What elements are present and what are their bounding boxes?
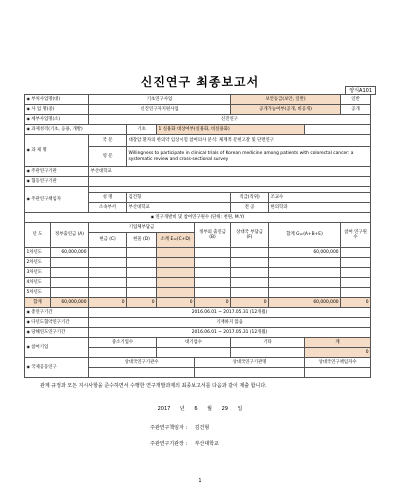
budget-header: ◉ 연구개발비 및 참여연구원수 (단위: 천원, M.Y) bbox=[25, 213, 371, 223]
total-cell: 60,000,000 bbox=[269, 248, 341, 258]
date-day-unit: 일 bbox=[237, 406, 243, 412]
kind-col-label: 현물 (D) bbox=[127, 233, 157, 248]
affil-value: 부산대학교 bbox=[127, 203, 231, 213]
inst-signature-line bbox=[150, 440, 219, 447]
intl-name-value bbox=[195, 368, 305, 378]
position-label: 직급(직위) bbox=[231, 193, 269, 203]
other-cell bbox=[195, 268, 231, 278]
multi-period-row bbox=[25, 318, 371, 328]
host-row bbox=[25, 167, 371, 177]
public-label: 공개가능여부(공개, 비공개) bbox=[231, 105, 341, 115]
security-value: 일반 bbox=[341, 95, 371, 105]
project-value: 신진연구자지원사업 bbox=[89, 105, 231, 115]
kind-cell bbox=[127, 278, 157, 288]
intl-label: ◉ 국제공동연구 bbox=[25, 358, 89, 378]
dept-row bbox=[25, 95, 371, 105]
pi-signature-label: 주관연구책임자 : bbox=[150, 425, 188, 431]
gov-cell: 60,000,000 bbox=[51, 248, 89, 258]
cash-cell bbox=[89, 248, 127, 258]
date-month: 6 bbox=[194, 406, 198, 412]
intl-pi-value bbox=[305, 368, 371, 378]
other-cell bbox=[195, 248, 231, 258]
english-label: 영 문 bbox=[89, 147, 127, 167]
total-cell bbox=[269, 258, 341, 268]
coop-value bbox=[89, 177, 371, 187]
budget-head-1 bbox=[25, 223, 371, 233]
partner-cell bbox=[231, 268, 269, 278]
total-period-value: 2016.06.01 ~ 2017.05.31 (12개월) bbox=[89, 308, 371, 318]
other-value bbox=[231, 348, 305, 358]
intl-count-label: 상대국연구기관수 bbox=[89, 358, 195, 368]
gov-cell bbox=[51, 288, 89, 298]
inst-signature-value: 부산대학교 bbox=[194, 441, 219, 447]
affil-label: 소속부서 bbox=[89, 203, 127, 213]
type-row bbox=[25, 125, 371, 135]
sum-kind: 0 bbox=[127, 298, 157, 308]
year-cell: 1차년도 bbox=[25, 248, 51, 258]
coop-row bbox=[25, 177, 371, 187]
gov-cell bbox=[51, 268, 89, 278]
kind-cell bbox=[127, 258, 157, 268]
year-cell: 2차년도 bbox=[25, 258, 51, 268]
other-gov-col-label: 정부외 출연금 (B) bbox=[195, 223, 231, 248]
korean-label: 국 문 bbox=[89, 135, 127, 147]
budget-row-5 bbox=[25, 288, 371, 298]
position-value: 조교수 bbox=[269, 193, 371, 203]
this-period-value: 2016.06.01 ~ 2017.05.31 (12개월) bbox=[89, 328, 371, 338]
staff-col-label: 참여 연구원수 bbox=[341, 223, 371, 248]
total-col-label: 합계 G=(A+B+E) bbox=[269, 223, 341, 248]
submission-date bbox=[0, 405, 400, 412]
name-label: 성 명 bbox=[89, 193, 127, 203]
participants-head-row bbox=[25, 338, 371, 348]
other-cell bbox=[195, 278, 231, 288]
cash-cell bbox=[89, 278, 127, 288]
host-label: ◉ 주관연구기관 bbox=[25, 167, 89, 177]
kind-cell bbox=[127, 288, 157, 298]
total-period-label: ◉ 총연구기간 bbox=[25, 308, 89, 318]
budget-sum-row bbox=[25, 298, 371, 308]
budget-header-row bbox=[25, 213, 371, 223]
participants-label: ◉ 참여기업 bbox=[25, 338, 89, 358]
subtotal-cell bbox=[157, 288, 195, 298]
staff-cell bbox=[341, 268, 371, 278]
cash-cell bbox=[89, 288, 127, 298]
budget-row-2 bbox=[25, 258, 371, 268]
corp-col-label: 기업체부담금 bbox=[89, 223, 195, 233]
date-year: 2017 bbox=[157, 406, 171, 412]
subtotal-cell bbox=[157, 248, 195, 258]
subproject-row bbox=[25, 115, 371, 125]
sum-gov: 60,000,000 bbox=[51, 298, 89, 308]
gov-cell bbox=[51, 278, 89, 288]
coop-label: ◉ 협동연구기관 bbox=[25, 177, 89, 187]
date-month-unit: 월 bbox=[207, 406, 212, 412]
sme-label: 중소기업수 bbox=[89, 338, 157, 348]
total-period-row bbox=[25, 308, 371, 318]
multi-period-label: ◉ 다년도협약연구기간 bbox=[25, 318, 89, 328]
total-cell bbox=[269, 288, 341, 298]
major-value: 한의학과 bbox=[269, 203, 371, 213]
kind-cell bbox=[127, 248, 157, 258]
subtotal-cell bbox=[157, 278, 195, 288]
dept-label: ◉ 부처사업명(대) bbox=[25, 95, 89, 105]
pi-signature-value: 김건형 bbox=[194, 425, 210, 431]
sum-subtotal: 0 bbox=[157, 298, 195, 308]
other-label: 기타 bbox=[231, 338, 305, 348]
korean-title-row bbox=[25, 135, 371, 147]
type-label: ◉ 과제성격(기초, 응용, 개발) bbox=[25, 125, 127, 135]
project-row bbox=[25, 105, 371, 115]
task-label: ◉ 과 제 명 bbox=[25, 135, 89, 167]
date-day: 29 bbox=[221, 406, 228, 412]
total-label: 계 bbox=[305, 338, 371, 348]
staff-cell bbox=[341, 248, 371, 258]
english-title: Willingness to participate in clinical trials of Korean medicine among patients with colorectal cancer: a systematic review and cross-sectional survey bbox=[127, 147, 371, 167]
cash-cell bbox=[89, 258, 127, 268]
staff-cell bbox=[341, 258, 371, 268]
subject-value bbox=[305, 125, 371, 135]
security-label: 보안등급(보안, 일반) bbox=[231, 95, 341, 105]
partner-cell bbox=[231, 278, 269, 288]
inst-signature-label: 주관연구기관장 : bbox=[150, 441, 188, 447]
report-title: 신진연구 최종보고서 bbox=[140, 75, 260, 89]
large-label: 대기업수 bbox=[157, 338, 231, 348]
subproject-value: 신진연구 bbox=[89, 115, 371, 125]
partner-col-label: 상대국 부담금 (F) bbox=[231, 223, 269, 248]
subtotal-cell bbox=[157, 268, 195, 278]
subtotal-col-label: 소계 E=(C+D) bbox=[157, 233, 195, 248]
year-col-label: 년 도 bbox=[25, 223, 51, 248]
large-value bbox=[157, 348, 231, 358]
intl-head-row bbox=[25, 358, 371, 368]
type-value: 기초 bbox=[127, 125, 157, 135]
partner-cell bbox=[231, 258, 269, 268]
pi-label: ◉ 주관연구책임자 bbox=[25, 187, 89, 213]
staff-cell bbox=[341, 288, 371, 298]
partner-cell bbox=[231, 248, 269, 258]
sum-staff: 0 bbox=[341, 298, 371, 308]
staff-cell bbox=[341, 278, 371, 288]
korean-title: 대장암 환자의 한의약 임상시험 참여의사 분석: 체계적 문헌고찰 및 단면연구 bbox=[127, 135, 371, 147]
year-cell: 4차년도 bbox=[25, 278, 51, 288]
year-cell: 5차년도 bbox=[25, 288, 51, 298]
report-form-table bbox=[24, 94, 371, 378]
gov-col-label: 정부출연금 (A) bbox=[51, 223, 89, 248]
sum-cash: 0 bbox=[89, 298, 127, 308]
total-cell bbox=[269, 268, 341, 278]
form-number: 양식A101 bbox=[345, 86, 376, 95]
total-cell bbox=[269, 278, 341, 288]
project-label: ◉ 사 업 명(중) bbox=[25, 105, 89, 115]
budget-row-1 bbox=[25, 248, 371, 258]
pi-signature-line bbox=[150, 424, 209, 431]
sum-label: 합계 bbox=[25, 298, 51, 308]
intl-name-label: 상대국연구기관명 bbox=[195, 358, 305, 368]
subject-label: 1 실용화 대상여부(실용화, 비실용화) bbox=[157, 125, 305, 135]
major-label: 전 공 bbox=[231, 203, 269, 213]
public-value: 공개 bbox=[341, 105, 371, 115]
sum-partner: 0 bbox=[231, 298, 269, 308]
cash-col-label: 현금 (C) bbox=[89, 233, 127, 248]
multi-period-value: 기재하지 않음 bbox=[89, 318, 371, 328]
intl-pi-label: 상대국연구책임자수 bbox=[305, 358, 371, 368]
budget-row-4 bbox=[25, 278, 371, 288]
name-value: 김건형 bbox=[127, 193, 231, 203]
cash-cell bbox=[89, 268, 127, 278]
sum-other: 0 bbox=[195, 298, 231, 308]
partner-cell bbox=[231, 288, 269, 298]
sum-total: 60,000,000 bbox=[269, 298, 341, 308]
date-year-unit: 년 bbox=[179, 406, 185, 412]
intl-count-value bbox=[89, 368, 195, 378]
year-cell: 3차년도 bbox=[25, 268, 51, 278]
kind-cell bbox=[127, 268, 157, 278]
declaration-text: 관계 규정과 모든 지시사항을 준수하면서 수행한 연구개발과제의 최종보고서를 다음과 같이 제출 합니다. bbox=[40, 383, 267, 389]
total-value: 0 bbox=[305, 348, 371, 358]
sme-value bbox=[89, 348, 157, 358]
gov-cell bbox=[51, 258, 89, 268]
page-number: 1 bbox=[198, 478, 202, 484]
other-cell bbox=[195, 288, 231, 298]
host-value: 부산대학교 bbox=[89, 167, 371, 177]
subtotal-cell bbox=[157, 258, 195, 268]
this-period-row bbox=[25, 328, 371, 338]
budget-row-3 bbox=[25, 268, 371, 278]
this-period-label: ◉ 당해연도연구기간 bbox=[25, 328, 89, 338]
dept-value: 기초연구사업 bbox=[89, 95, 231, 105]
subproject-label: ◉ 세부사업명(소) bbox=[25, 115, 89, 125]
other-cell bbox=[195, 258, 231, 268]
